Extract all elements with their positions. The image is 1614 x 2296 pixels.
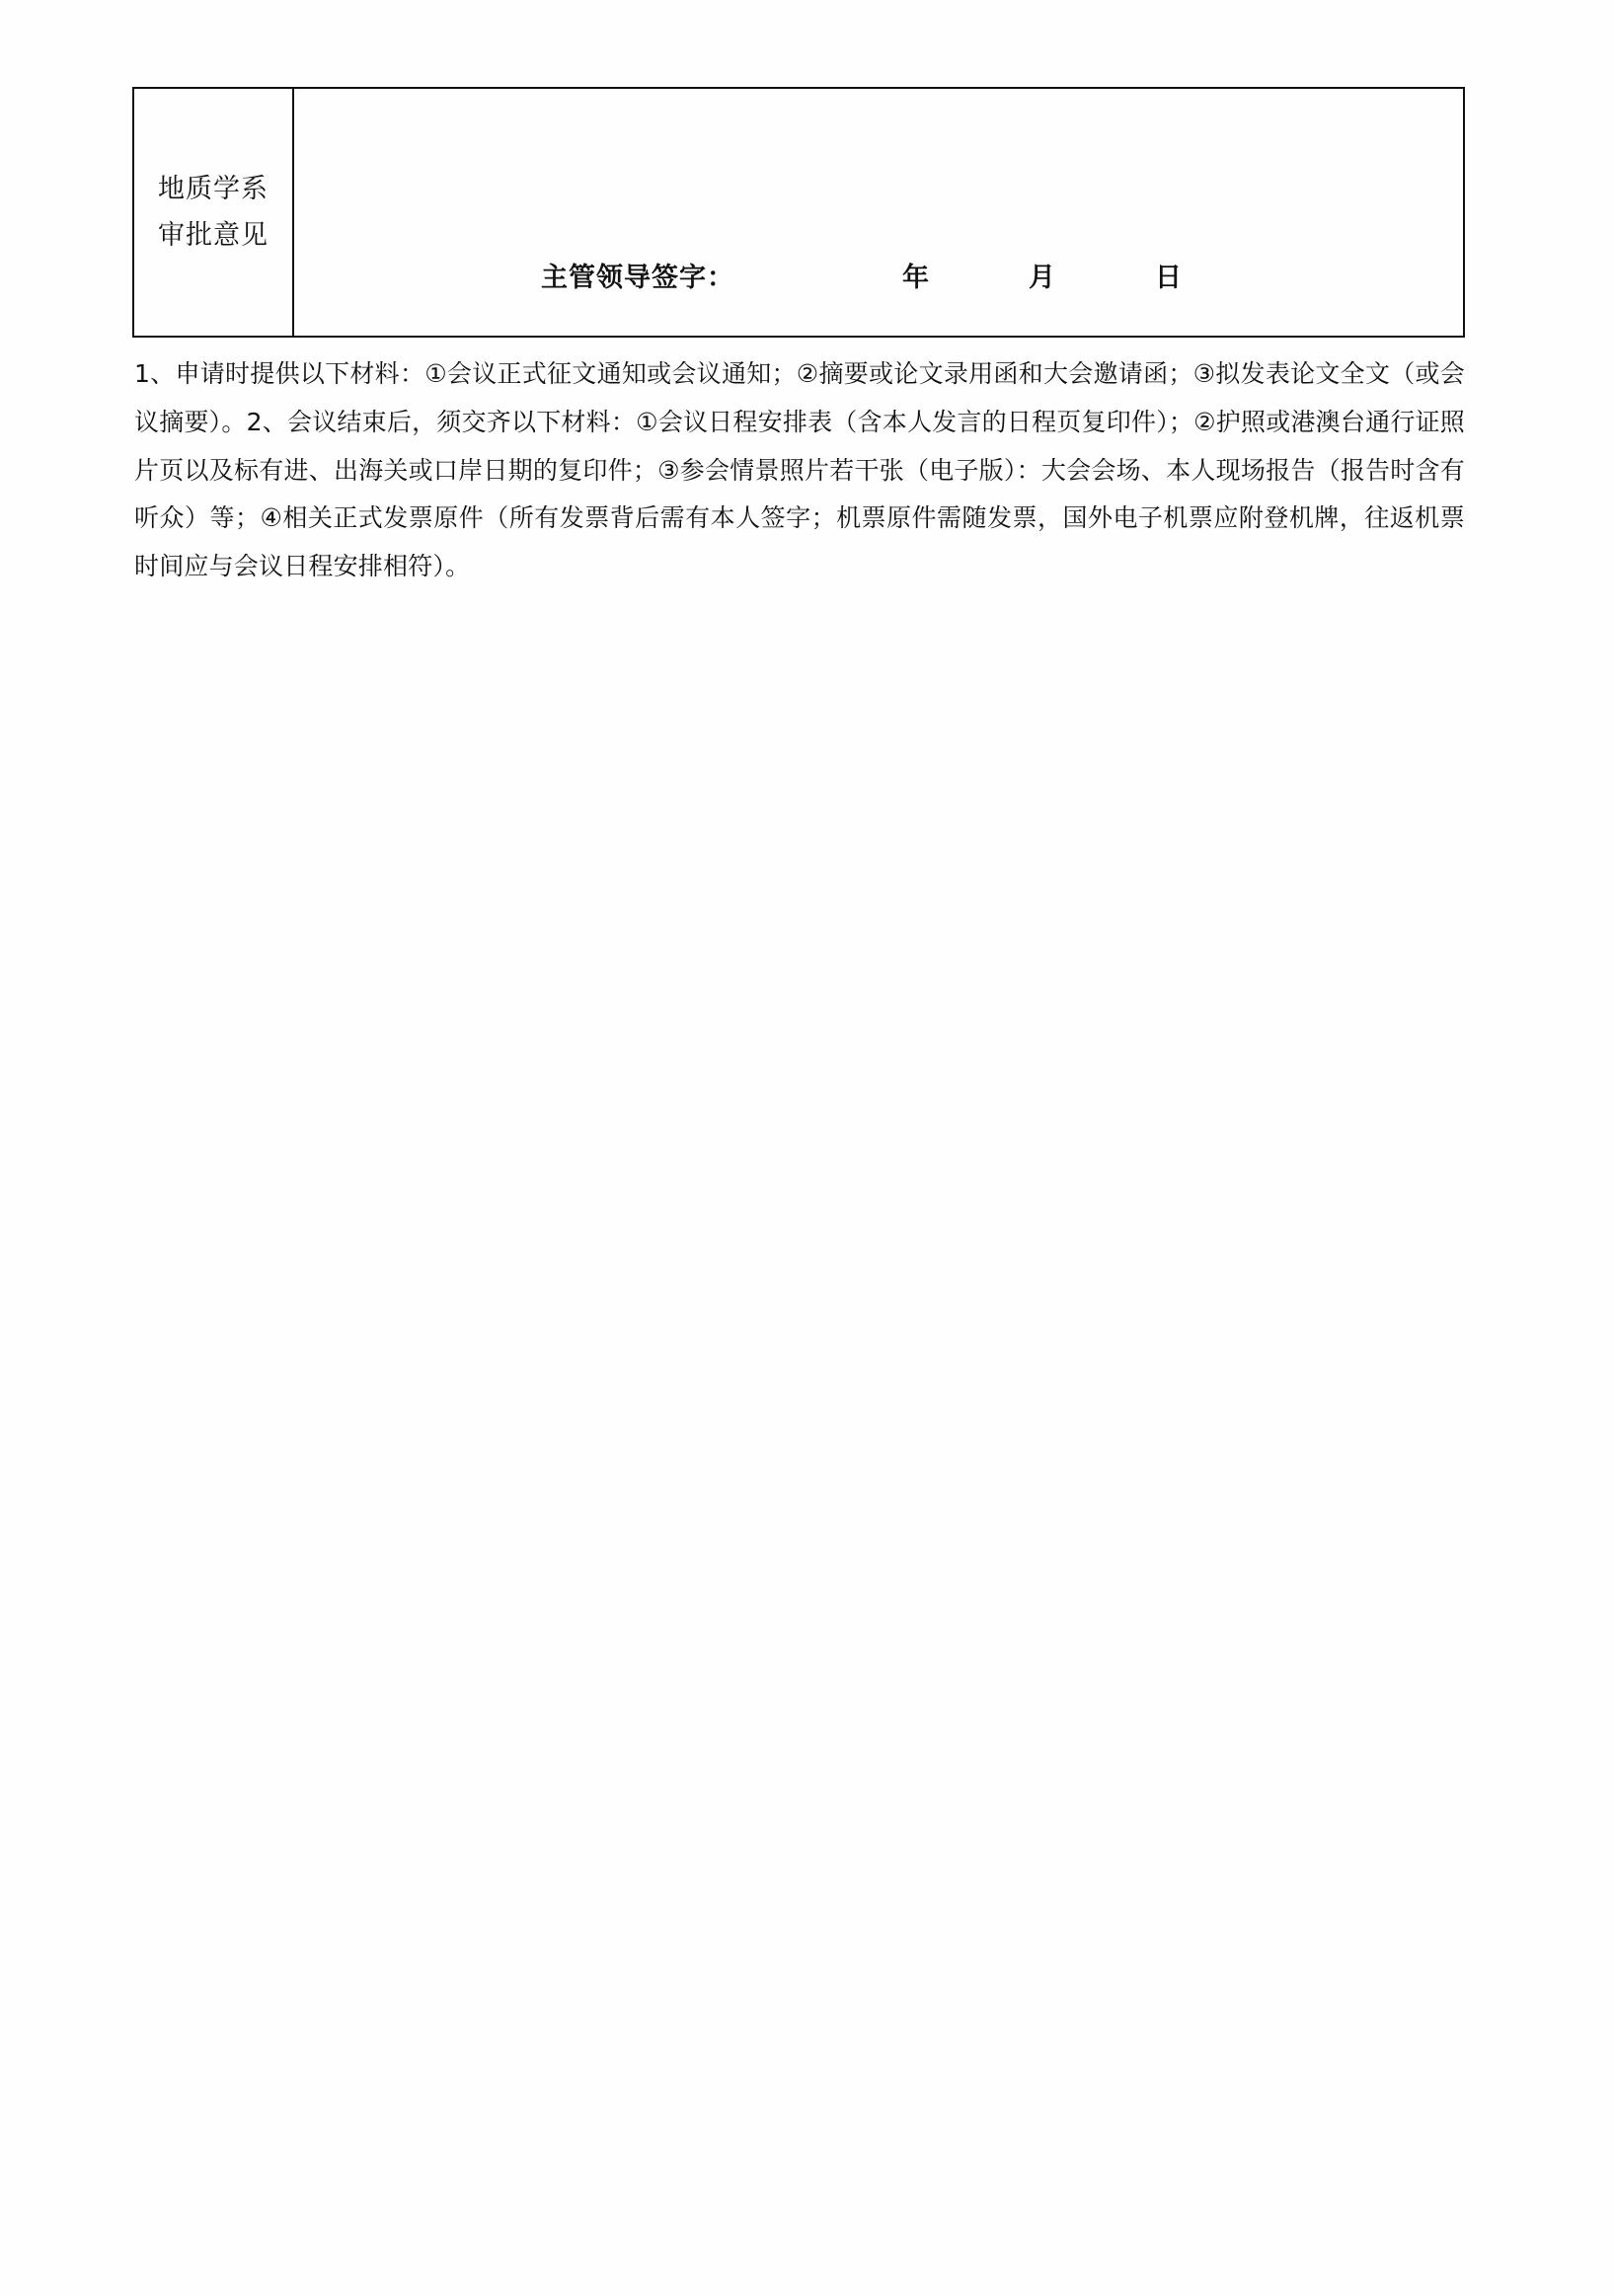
approval-table (132, 87, 1465, 338)
date-unit-year: 年 (902, 263, 930, 293)
date-unit-day: 日 (1155, 263, 1183, 293)
signature-row (294, 256, 1463, 294)
notes-section (134, 350, 1465, 591)
approval-content-cell[interactable] (293, 88, 1464, 337)
approval-label-line-1: 地质学系 (158, 173, 269, 204)
approval-label-line-2: 审批意见 (158, 220, 269, 251)
approval-label-cell (133, 88, 293, 337)
signature-date-fields (902, 256, 1183, 294)
signature-label: 主管领导签字： (541, 263, 734, 293)
notes-paragraph: 1、申请时提供以下材料：①会议正式征文通知或会议通知；②摘要或论文录用函和大会邀请函；③拟发表论文全文（或会议摘要）。2、会议结束后，须交齐以下材料：①会议日程安排表（含本人发言的日程页复印件）；②护照或港澳台通行证照片页以及标有进、出海关或口岸日期的复印件；③参会情景照片若干张（电子版）：大会会场、本人现场报告（报告时含有听众）等；④相关正式发票原件（所有发票背后需有本人签字；机票原件需随发票，国外电子机票应附登机牌，往返机票时间应与会议日程安排相符）。 (134, 359, 1465, 580)
table-row (133, 88, 1464, 337)
date-unit-month: 月 (1029, 263, 1056, 293)
